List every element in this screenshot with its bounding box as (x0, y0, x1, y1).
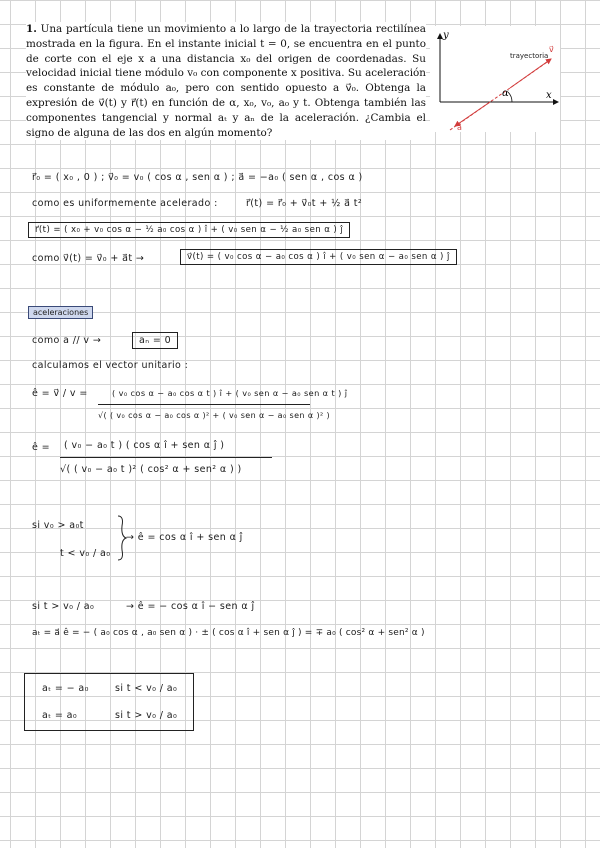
note-case-1-t: t < v₀ / a₀ (60, 548, 111, 559)
note-case-2-e: → ê = − cos α î − sen α ĵ (126, 601, 255, 612)
boxed-an-zero: aₙ = 0 (132, 332, 178, 349)
note-e-simplified: ê = (32, 442, 51, 453)
note-e-denominator: √( ( v₀ cos α − a₀ cos α )² + ( v₀ sen α − a₀ sen α )² ) (98, 411, 331, 420)
note-initial-conditions: r⃗₀ = ( x₀ , 0 ) ; v⃗₀ = v₀ ( cos α , sen α ) ; a⃗ = −a₀ ( sen α , cos α ) (32, 172, 363, 183)
result-at-positive: aₜ = a₀ (42, 710, 78, 721)
note-case-1: si v₀ > a₀t (32, 520, 84, 531)
x-label: x (546, 90, 552, 101)
result-at-negative: aₜ = − a₀ (42, 683, 89, 694)
note-at-derivation: aₜ = a⃗ ê = − ( a₀ cos α , a₀ sen α ) · ± ( cos α î + sen α ĵ ) = ∓ a₀ ( cos² α + sen² α ) (32, 628, 425, 638)
final-result-box (24, 673, 194, 731)
boxed-position-result: r⃗(t) = ( x₀ + v₀ cos α − ½ a₀ cos α ) î + ( v₀ sen α − ½ a₀ sen α ) ĵ (28, 222, 350, 238)
section-label-aceleraciones: aceleraciones (28, 306, 93, 319)
note-unit-vector: calculamos el vector unitario : (32, 360, 189, 371)
fraction-bar-1 (98, 404, 310, 405)
note-case-2: si t > v₀ / a₀ (32, 601, 95, 612)
problem-number: 1. (26, 23, 37, 35)
trajectory-label: trayectoria (510, 52, 549, 60)
result-condition-2: si t > v₀ / a₀ (115, 710, 178, 721)
result-condition-1: si t < v₀ / a₀ (115, 683, 178, 694)
note-e-numerator: ( v₀ cos α − a₀ cos α t ) î + ( v₀ sen α − a₀ sen α t ) ĵ (112, 388, 348, 398)
boxed-velocity-result: v⃗(t) = ( v₀ cos α − a₀ cos α ) î + ( v₀ sen α − a₀ sen α ) ĵ (180, 249, 457, 265)
trajectory-diagram (430, 26, 560, 132)
note-position-formula: r⃗(t) = r⃗₀ + v⃗₀t + ½ a⃗ t² (246, 198, 363, 209)
note-e2-numerator: ( v₀ − a₀ t ) ( cos α î + sen α ĵ ) (64, 440, 225, 451)
problem-text: Una partícula tiene un movimiento a lo largo de la trayectoria rectilínea mostrada en la figura. En el instante inicial t = 0, se encuentra en el punto de corte con el eje x a una distancia x₀ del origen de coordenadas. Su velocidad inicial tiene módulo v₀ con componente x positiva. Su aceleración es constante de módulo a₀, pero con sentido opuesto a v⃗₀. Obtenga la expresión de v⃗(t) y r⃗(t) en función de α, x₀, v₀, a₀ y t. Obtenga también las componentes tangencial y normal aₜ y aₙ de la aceleración. ¿Cambia el signo de alguna de las dos en algún momento? (26, 23, 426, 139)
y-label: y (443, 30, 449, 41)
acceleration-label: a⃗ (457, 123, 462, 132)
note-e2-denominator: √( ( v₀ − a₀ t )² ( cos² α + sen² α ) ) (60, 464, 242, 475)
note-velocity-intro: como v⃗(t) = v⃗₀ + a⃗t → (32, 253, 145, 264)
note-parallel: como a // v → (32, 335, 102, 346)
angle-label: α (502, 88, 509, 99)
note-e-def: ê = v⃗ / v = (32, 388, 88, 399)
problem-statement (26, 22, 426, 140)
note-case-1-e: → ê = cos α î + sen α ĵ (126, 532, 243, 543)
note-uniform-accel: como es uniformemente acelerado : (32, 198, 218, 209)
velocity-label: v⃗ (549, 45, 554, 54)
velocity-arrow (510, 59, 551, 88)
fraction-bar-2 (60, 457, 272, 458)
trajectory-figure (430, 26, 560, 132)
